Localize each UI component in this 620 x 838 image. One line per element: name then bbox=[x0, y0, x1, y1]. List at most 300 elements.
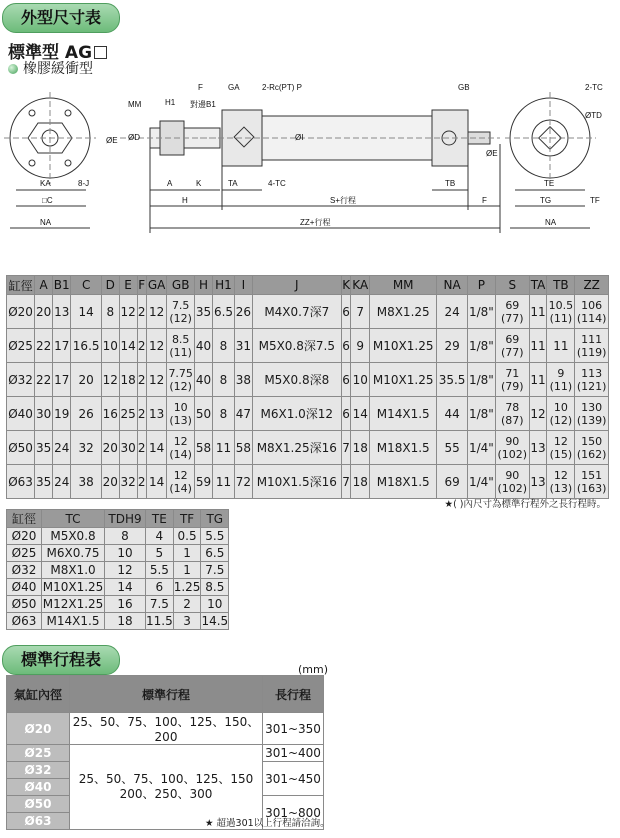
table-cell: 55 bbox=[437, 431, 467, 465]
table-cell: 6.5 bbox=[212, 295, 234, 329]
table-cell bbox=[547, 465, 575, 499]
table-cell: 59 bbox=[195, 465, 213, 499]
table-cell bbox=[575, 431, 609, 465]
label-GA: GA bbox=[228, 83, 240, 92]
table-cell: 14 bbox=[351, 397, 369, 431]
table-cell: 14 bbox=[146, 465, 166, 499]
table-cell: 8 bbox=[101, 295, 119, 329]
table-cell: 11 bbox=[529, 329, 547, 363]
table-cell-line: (79) bbox=[501, 379, 524, 393]
label-E2: ØE bbox=[486, 149, 498, 158]
table-cell: 7 bbox=[351, 295, 369, 329]
table-cell-line: 90 bbox=[505, 468, 520, 482]
header-bore: 氣缸內徑 bbox=[7, 676, 70, 713]
table-cell: 32 bbox=[119, 465, 137, 499]
table-cell: 26 bbox=[234, 295, 252, 329]
table-cell: 7 bbox=[341, 465, 351, 499]
table-cell: 1 bbox=[173, 545, 201, 562]
table-cell-line: 71 bbox=[505, 366, 520, 380]
table-cell-line: 90 bbox=[505, 434, 520, 448]
table-cell: 20 bbox=[101, 465, 119, 499]
stroke-table bbox=[6, 675, 324, 830]
table-row bbox=[7, 465, 609, 499]
table-cell: 13 bbox=[53, 295, 71, 329]
header-cell: MM bbox=[369, 276, 436, 295]
header-cell: 缸徑 bbox=[7, 510, 42, 528]
table-cell: 14 bbox=[71, 295, 101, 329]
label-GB: GB bbox=[458, 83, 470, 92]
table-cell: 2 bbox=[173, 596, 201, 613]
label-A: A bbox=[167, 179, 173, 188]
bore-cell: Ø40 bbox=[7, 779, 70, 796]
table-cell bbox=[496, 329, 530, 363]
table-cell bbox=[496, 397, 530, 431]
table-cell: 6 bbox=[341, 363, 351, 397]
table-cell: M10X1.25 bbox=[42, 580, 104, 594]
tc-table bbox=[6, 509, 229, 630]
table-cell: 0.5 bbox=[173, 528, 201, 545]
table-cell: M8X1.0 bbox=[42, 562, 105, 579]
label-K: K bbox=[196, 179, 202, 188]
table-cell: 5 bbox=[146, 545, 174, 562]
table-cell bbox=[167, 295, 195, 329]
table-cell-line: (121) bbox=[576, 379, 607, 393]
table-cell-line: (163) bbox=[576, 481, 607, 495]
label-TA: TA bbox=[228, 179, 238, 188]
bore-cell: Ø50 bbox=[7, 796, 70, 813]
table-cell-line: (77) bbox=[501, 345, 524, 359]
table-cell: 1/8" bbox=[467, 363, 495, 397]
table-cell: 13 bbox=[529, 465, 547, 499]
table-cell: 6 bbox=[341, 295, 351, 329]
table-cell: M5X0.8 bbox=[42, 528, 105, 545]
table-cell: 1.25 bbox=[173, 580, 201, 594]
long-stroke-cell: 301~350 bbox=[263, 713, 324, 745]
table-cell: 8 bbox=[105, 528, 146, 545]
label-ZZ: ZZ+行程 bbox=[300, 218, 331, 227]
table-cell: Ø63 bbox=[7, 613, 42, 630]
table-cell: 12 bbox=[146, 329, 166, 363]
table-cell-line: (13) bbox=[549, 481, 573, 495]
label-I: ØI bbox=[295, 133, 304, 142]
header-cell: KA bbox=[351, 276, 369, 295]
table-cell bbox=[167, 397, 195, 431]
table-cell: 2 bbox=[137, 295, 146, 329]
header-cell: 缸徑 bbox=[7, 276, 35, 295]
long-stroke-note: ★( )內尺寸為標準行程外之長行程時。 bbox=[444, 499, 606, 510]
label-2TC: 2-TC bbox=[585, 83, 603, 92]
table-cell: M10X1.25 bbox=[369, 363, 436, 397]
table-cell: 13 bbox=[146, 397, 166, 431]
table-cell-line: (11) bbox=[169, 345, 192, 359]
table-cell-line: 150 bbox=[581, 434, 603, 448]
table-cell-line: (13) bbox=[169, 413, 192, 427]
table-cell bbox=[496, 295, 530, 329]
table-cell-line: (102) bbox=[497, 481, 528, 495]
table-cell-line: (14) bbox=[169, 481, 192, 495]
table-cell: Ø25 bbox=[7, 329, 35, 363]
table-cell-line: 10.5 bbox=[548, 298, 574, 312]
table-cell: 10 bbox=[201, 596, 229, 613]
table-cell: M12X1.25 bbox=[42, 597, 104, 611]
table-cell bbox=[575, 397, 609, 431]
table-cell: M10X1.25 bbox=[369, 329, 436, 363]
table-cell: 14 bbox=[146, 431, 166, 465]
dimension-table bbox=[6, 275, 609, 499]
header-cell: P bbox=[467, 276, 495, 295]
cushion-type: 橡膠緩衝型 bbox=[8, 58, 93, 78]
table-cell bbox=[575, 295, 609, 329]
table-cell: 14.5 bbox=[201, 614, 229, 628]
label-8J: 8-J bbox=[78, 179, 90, 188]
model-title: 標準型 AG bbox=[8, 38, 107, 63]
table-cell: 24 bbox=[437, 295, 467, 329]
table-cell: 29 bbox=[437, 329, 467, 363]
table-cell-line: (162) bbox=[576, 447, 607, 461]
table-row bbox=[7, 295, 609, 329]
table-cell bbox=[547, 397, 575, 431]
header-cell: GB bbox=[167, 276, 195, 295]
table-cell: 11 bbox=[212, 431, 234, 465]
table-cell: 22 bbox=[35, 363, 53, 397]
table-cell-line: (12) bbox=[169, 311, 192, 325]
header-cell: J bbox=[252, 276, 341, 295]
table-cell: 12 bbox=[119, 295, 137, 329]
label-F: F bbox=[198, 83, 203, 92]
table-cell-line: 7.75 bbox=[168, 366, 193, 380]
header-cell: C bbox=[71, 276, 101, 295]
table-cell: Ø20 bbox=[7, 528, 42, 545]
table-cell-line: 78 bbox=[505, 400, 520, 414]
table-cell: 69 bbox=[437, 465, 467, 499]
table-cell-line: 9 bbox=[557, 366, 565, 380]
header-cell: TDH9 bbox=[105, 510, 146, 528]
table-cell: 12 bbox=[146, 295, 166, 329]
table-cell: 24 bbox=[53, 431, 71, 465]
table-cell: 35.5 bbox=[437, 363, 467, 397]
table-cell: 16 bbox=[101, 397, 119, 431]
table-cell: 3 bbox=[173, 613, 201, 630]
header-cell: TF bbox=[173, 510, 201, 528]
table-cell: M6X0.75 bbox=[42, 545, 105, 562]
header-cell: A bbox=[35, 276, 53, 295]
table-cell: 18 bbox=[119, 363, 137, 397]
long-stroke-cell: 301~450 bbox=[263, 762, 324, 796]
table-cell-line: 12 bbox=[553, 434, 568, 448]
standard-stroke-cell: 25、50、75、100、125、150 200、250、300 bbox=[70, 745, 263, 830]
table-cell bbox=[547, 431, 575, 465]
table-cell: 20 bbox=[101, 431, 119, 465]
table-cell: 17 bbox=[53, 363, 71, 397]
label-C: □C bbox=[42, 196, 53, 205]
table-cell: 8 bbox=[212, 329, 234, 363]
table-cell bbox=[575, 465, 609, 499]
table-cell: 18 bbox=[351, 431, 369, 465]
header-cell: GA bbox=[146, 276, 166, 295]
table-cell: 1/8" bbox=[467, 329, 495, 363]
table-cell-line: (11) bbox=[549, 311, 573, 325]
table-row bbox=[7, 579, 229, 596]
table-cell-line: 8.5 bbox=[171, 332, 190, 346]
table-cell: 11 bbox=[547, 329, 575, 363]
table-cell: 58 bbox=[195, 431, 213, 465]
standard-stroke-cell: 25、50、75、100、125、150、200 bbox=[70, 713, 263, 745]
table-cell-line: 69 bbox=[505, 332, 520, 346]
table-cell bbox=[496, 465, 530, 499]
header-cell: E bbox=[119, 276, 137, 295]
bore-cell: Ø20 bbox=[7, 713, 70, 745]
bore-cell: Ø32 bbox=[7, 762, 70, 779]
table-cell: 7 bbox=[341, 431, 351, 465]
table-cell bbox=[167, 431, 195, 465]
table-cell: 35 bbox=[35, 465, 53, 499]
label-NA: NA bbox=[40, 218, 52, 227]
table-cell: M18X1.5 bbox=[369, 465, 436, 499]
table-cell: 20 bbox=[71, 363, 101, 397]
table-cell bbox=[167, 363, 195, 397]
label-NA2: NA bbox=[545, 218, 557, 227]
table-cell: 5.5 bbox=[201, 528, 229, 545]
label-TE: TE bbox=[544, 179, 555, 188]
table-cell: 11 bbox=[529, 295, 547, 329]
table-cell: 6.5 bbox=[201, 545, 229, 562]
table-cell bbox=[496, 363, 530, 397]
table-cell-line: (114) bbox=[576, 311, 607, 325]
table-cell-line: (119) bbox=[576, 345, 607, 359]
table-cell-line: 151 bbox=[581, 468, 603, 482]
table-cell: M5X0.8深8 bbox=[252, 363, 341, 397]
table-cell: 14 bbox=[105, 579, 146, 596]
table-cell bbox=[496, 431, 530, 465]
table-cell: 4 bbox=[146, 528, 174, 545]
table-cell-line: 10 bbox=[553, 400, 568, 414]
header-cell: ZZ bbox=[575, 276, 609, 295]
label-B1: 對邊B1 bbox=[190, 100, 216, 109]
table-cell: 2 bbox=[137, 363, 146, 397]
table-cell: Ø50 bbox=[7, 596, 42, 613]
header-long: 長行程 bbox=[263, 676, 324, 713]
section-title-dimensions: 外型尺寸表 bbox=[2, 3, 120, 33]
table-cell-line: 10 bbox=[173, 400, 188, 414]
unit-label: (mm) bbox=[298, 663, 329, 676]
header-cell: TG bbox=[201, 510, 229, 528]
table-cell: Ø25 bbox=[7, 545, 42, 562]
label-MM: MM bbox=[128, 100, 142, 109]
table-cell: 35 bbox=[195, 295, 213, 329]
table-cell-line: (87) bbox=[501, 413, 524, 427]
table-cell bbox=[575, 363, 609, 397]
header-cell: TC bbox=[42, 510, 105, 528]
table-cell bbox=[575, 329, 609, 363]
table-cell: 14 bbox=[119, 329, 137, 363]
table-cell: 2 bbox=[137, 397, 146, 431]
header-cell: K bbox=[341, 276, 351, 295]
table-cell: 24 bbox=[53, 465, 71, 499]
table-row bbox=[7, 528, 229, 545]
table-cell: M4X0.7深7 bbox=[252, 295, 341, 329]
header-cell: S bbox=[496, 276, 530, 295]
table-cell-line: (139) bbox=[576, 413, 607, 427]
table-cell: 1/4" bbox=[467, 431, 495, 465]
table-cell-line: 130 bbox=[581, 400, 603, 414]
table-cell: 32 bbox=[71, 431, 101, 465]
table-row bbox=[7, 329, 609, 363]
table-cell: 38 bbox=[71, 465, 101, 499]
header-cell: TB bbox=[547, 276, 575, 295]
table-cell: 10 bbox=[105, 545, 146, 562]
table-cell: 6 bbox=[341, 397, 351, 431]
long-stroke-cell: 301~400 bbox=[263, 745, 324, 762]
table-cell: M10X1.5深16 bbox=[252, 465, 341, 499]
label-E: ØE bbox=[106, 136, 118, 145]
stroke-note: ★ 超過301以上行程請洽詢。 bbox=[205, 818, 330, 829]
table-cell: 7.5 bbox=[201, 562, 229, 579]
table-cell: 16.5 bbox=[71, 329, 101, 363]
label-F2: F bbox=[482, 196, 487, 205]
table-cell: 38 bbox=[234, 363, 252, 397]
table-cell-line: (14) bbox=[169, 447, 192, 461]
header-cell: H1 bbox=[212, 276, 234, 295]
header-cell: TE bbox=[146, 510, 174, 528]
table-cell: 58 bbox=[234, 431, 252, 465]
table-cell: M14X1.5 bbox=[42, 613, 105, 630]
header-cell: H bbox=[195, 276, 213, 295]
table-row bbox=[7, 596, 229, 613]
label-TF: TF bbox=[590, 196, 600, 205]
header-cell: NA bbox=[437, 276, 467, 295]
table-row bbox=[7, 562, 229, 579]
bore-cell: Ø63 bbox=[7, 813, 70, 830]
table-cell bbox=[547, 295, 575, 329]
table-cell: 25 bbox=[119, 397, 137, 431]
header-cell: I bbox=[234, 276, 252, 295]
table-cell-line: 12 bbox=[553, 468, 568, 482]
header-standard: 標準行程 bbox=[70, 676, 263, 713]
table-cell-line: (12) bbox=[549, 413, 573, 427]
table-cell: 40 bbox=[195, 363, 213, 397]
label-4TC: 4-TC bbox=[268, 179, 286, 188]
table-cell: M18X1.5 bbox=[369, 431, 436, 465]
table-cell: 2 bbox=[137, 329, 146, 363]
table-cell: 20 bbox=[35, 295, 53, 329]
label-TB: TB bbox=[445, 179, 456, 188]
header-cell: F bbox=[137, 276, 146, 295]
long-stroke-cell: 301~800 bbox=[263, 796, 324, 830]
table-cell-line: (15) bbox=[549, 447, 573, 461]
section-title-stroke: 標準行程表 bbox=[2, 645, 120, 675]
table-cell: M6X1.0深12 bbox=[252, 397, 341, 431]
table-cell: 1/4" bbox=[467, 465, 495, 499]
table-cell: 12 bbox=[105, 562, 146, 579]
table-cell: 30 bbox=[119, 431, 137, 465]
table-cell: Ø20 bbox=[7, 295, 35, 329]
table-cell-line: 113 bbox=[581, 366, 603, 380]
label-S: S+行程 bbox=[330, 196, 357, 205]
table-cell: 13 bbox=[529, 431, 547, 465]
bullet-icon bbox=[8, 64, 18, 74]
table-cell: 31 bbox=[234, 329, 252, 363]
table-cell: 6 bbox=[341, 329, 351, 363]
table-cell-line: (11) bbox=[549, 379, 573, 393]
table-row bbox=[7, 613, 229, 630]
table-cell: 19 bbox=[53, 397, 71, 431]
table-cell: M5X0.8深7.5 bbox=[252, 329, 341, 363]
table-cell: M14X1.5 bbox=[369, 397, 436, 431]
table-row bbox=[7, 545, 229, 562]
table-cell: 9 bbox=[351, 329, 369, 363]
table-cell: 10 bbox=[101, 329, 119, 363]
table-cell: 16 bbox=[105, 596, 146, 613]
table-cell: 35 bbox=[35, 431, 53, 465]
table-cell: 40 bbox=[195, 329, 213, 363]
label-D: ØD bbox=[128, 133, 140, 142]
table-cell: 12 bbox=[146, 363, 166, 397]
table-cell-line: 69 bbox=[505, 298, 520, 312]
table-cell: Ø32 bbox=[7, 363, 35, 397]
header-cell: B1 bbox=[53, 276, 71, 295]
table-cell: 18 bbox=[105, 613, 146, 630]
table-cell: 26 bbox=[71, 397, 101, 431]
table-cell: 1 bbox=[173, 562, 201, 579]
table-cell bbox=[167, 465, 195, 499]
table-cell: Ø40 bbox=[7, 579, 42, 596]
table-row bbox=[7, 397, 609, 431]
table-cell: 44 bbox=[437, 397, 467, 431]
label-KA: KA bbox=[40, 179, 51, 188]
table-cell: 30 bbox=[35, 397, 53, 431]
header-cell: D bbox=[101, 276, 119, 295]
table-cell-line: 7.5 bbox=[171, 298, 190, 312]
table-cell: 50 bbox=[195, 397, 213, 431]
table-cell-line: 12 bbox=[173, 468, 188, 482]
table-cell: 11 bbox=[212, 465, 234, 499]
table-cell bbox=[167, 329, 195, 363]
table-cell: 11.5 bbox=[146, 614, 173, 628]
table-cell: 11 bbox=[529, 363, 547, 397]
table-row bbox=[7, 431, 609, 465]
bore-cell: Ø25 bbox=[7, 745, 70, 762]
table-cell-line: (12) bbox=[169, 379, 192, 393]
table-cell-line: (77) bbox=[501, 311, 524, 325]
label-H1: H1 bbox=[165, 98, 176, 107]
table-cell: 1/8" bbox=[467, 295, 495, 329]
table-cell-line: 12 bbox=[173, 434, 188, 448]
label-TG: TG bbox=[540, 196, 552, 205]
table-cell bbox=[547, 363, 575, 397]
table-cell: 8.5 bbox=[201, 579, 229, 596]
table-cell-line: (102) bbox=[497, 447, 528, 461]
label-port: 2-Rc(PT) P bbox=[262, 83, 302, 92]
table-cell: 22 bbox=[35, 329, 53, 363]
table-cell: 2 bbox=[137, 431, 146, 465]
table-cell: Ø32 bbox=[7, 562, 42, 579]
table-cell-line: 106 bbox=[581, 298, 603, 312]
table-cell: 12 bbox=[529, 397, 547, 431]
table-cell: 6 bbox=[146, 579, 174, 596]
table-cell-line: 111 bbox=[581, 332, 603, 346]
table-cell: 72 bbox=[234, 465, 252, 499]
table-cell: 8 bbox=[212, 363, 234, 397]
table-cell: Ø40 bbox=[7, 397, 35, 431]
table-cell: 2 bbox=[137, 465, 146, 499]
table-cell: 12 bbox=[101, 363, 119, 397]
table-cell: Ø63 bbox=[7, 465, 35, 499]
table-cell: M8X1.25 bbox=[369, 295, 436, 329]
table-cell: 10 bbox=[351, 363, 369, 397]
label-H: H bbox=[182, 196, 188, 205]
table-row bbox=[7, 363, 609, 397]
table-cell: 8 bbox=[212, 397, 234, 431]
